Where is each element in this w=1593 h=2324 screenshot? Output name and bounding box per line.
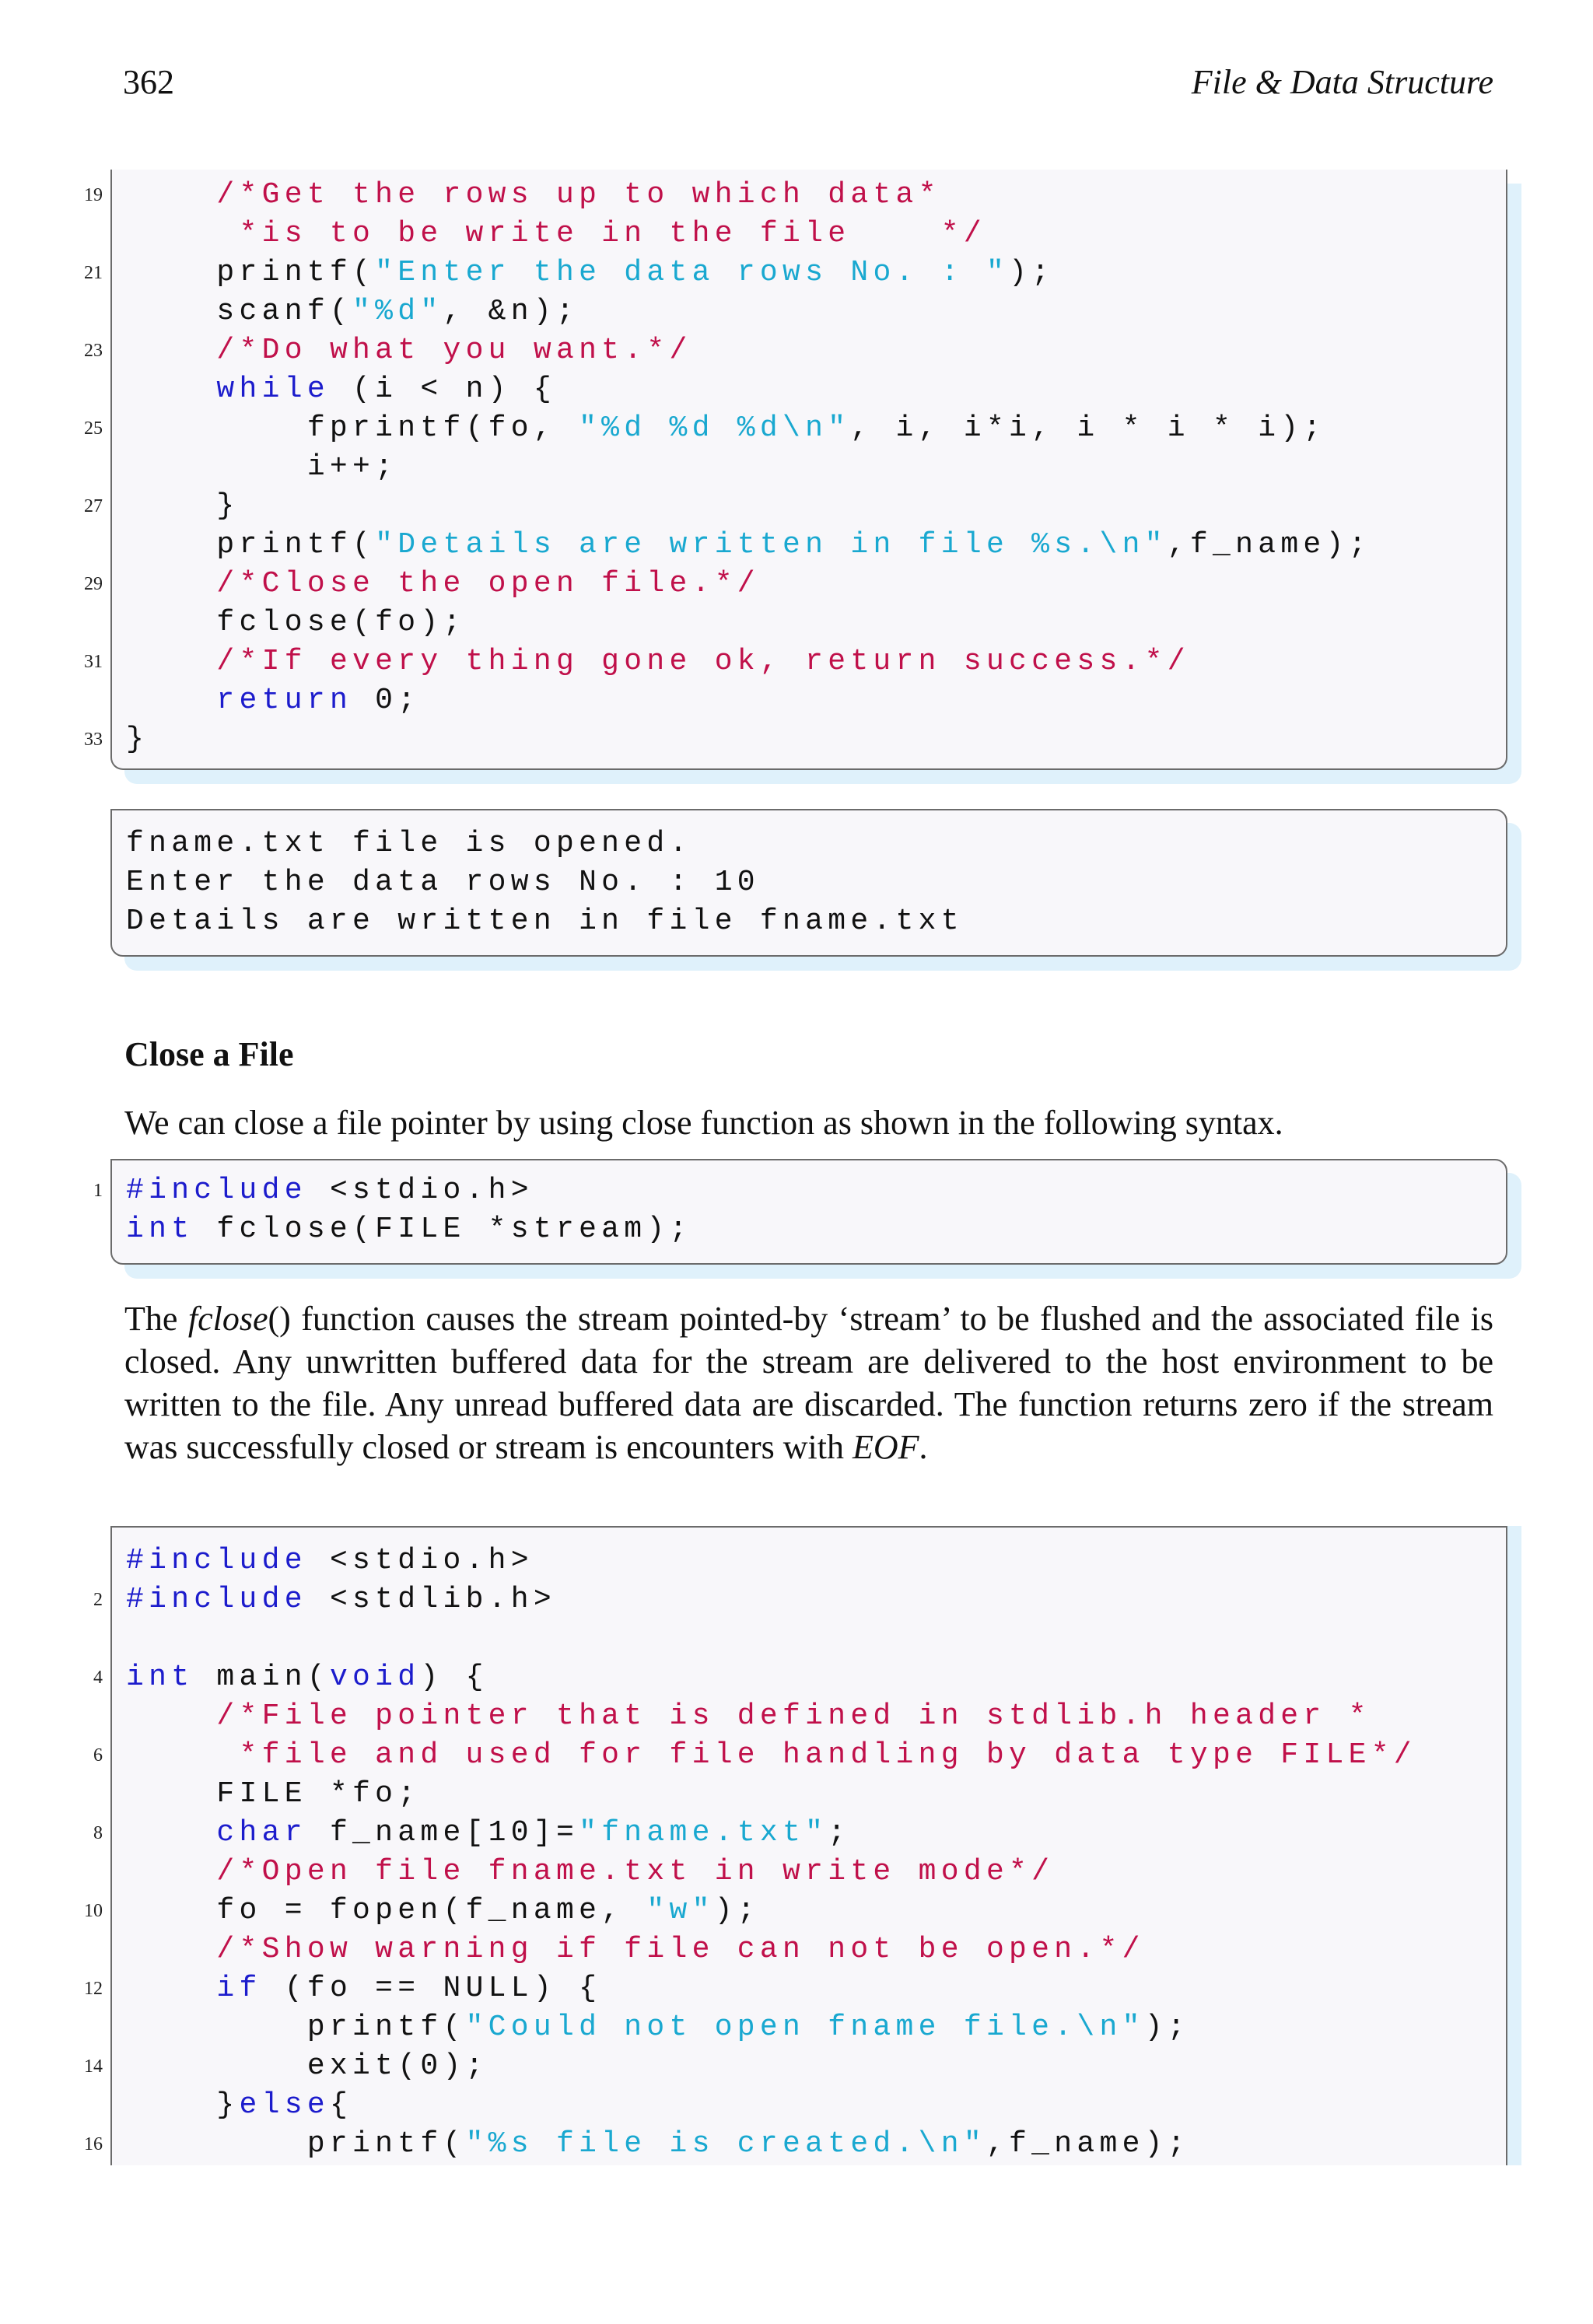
paragraph-part-2: () function causes the stream pointed-by ‘stream’ to be flushed and the associated file is closed. Any unwritten buffered data for the stream are delivered to the host environment to be written to the file. Any unread buffered data are discarded. The function returns zero if the stream was successfully closed or stream is encounters with [124, 1300, 1494, 1466]
line-number: 25 [84, 418, 103, 439]
code-text: int main(void) { [126, 1661, 488, 1694]
section-heading: Close a File [124, 1035, 294, 1073]
code-line [112, 448, 1506, 487]
intro-paragraph: We can close a file pointer by using close function as shown in the following syntax. [124, 1104, 1283, 1142]
code-text: printf("Enter the data rows No. : "); [126, 256, 1055, 289]
code-text: i++; [126, 450, 398, 484]
line-number: 1 [93, 1181, 103, 1201]
code-text: scanf("%d", &n); [126, 295, 579, 328]
line-number: 8 [93, 1823, 103, 1843]
code-text: Enter the data rows No. : 10 [126, 866, 760, 899]
code-line [112, 526, 1506, 565]
code-line [93, 1171, 1506, 1210]
code-text: Details are written in file fname.txt [126, 905, 964, 938]
line-number: 23 [84, 341, 103, 361]
code-text: printf("Could not open fname file.\n"); [126, 2011, 1190, 2044]
line-number: 21 [84, 263, 103, 283]
line-number: 33 [84, 730, 103, 750]
code-text: while (i < n) { [216, 373, 556, 406]
code-text: return 0; [216, 684, 421, 717]
code-text: fo = fopen(f_name, "w"); [126, 1894, 760, 1927]
fclose-term: fclose [187, 1300, 268, 1338]
code-line [84, 487, 1506, 526]
code-line [112, 292, 1506, 331]
code-line [112, 1775, 1506, 1814]
code-text: if (fo == NULL) { [216, 1972, 602, 2005]
code-text: int fclose(FILE *stream); [126, 1213, 692, 1246]
code-text: /*Show warning if file can not be open.*/ [216, 1933, 1145, 1966]
line-number: 2 [93, 1590, 103, 1610]
code-line [84, 409, 1506, 448]
line-number: 4 [93, 1668, 103, 1688]
code-text: printf("Details are written in file %s.\n",f_name); [126, 528, 1371, 562]
code-text: #include <stdio.h> [126, 1174, 534, 1207]
code-text: } [126, 723, 149, 756]
code-text: FILE *fo; [126, 1777, 421, 1811]
code-line [112, 1542, 1506, 1580]
line-number: 31 [84, 652, 103, 672]
code-line [84, 1892, 1506, 1930]
code-line [112, 1930, 1506, 1969]
code-text: } [126, 489, 240, 523]
code-text: exit(0); [126, 2049, 488, 2083]
line-number: 29 [84, 574, 103, 594]
code-line [112, 604, 1506, 642]
code-line [84, 720, 1506, 759]
code-text: /*Open file fname.txt in write mode*/ [216, 1855, 1055, 1888]
code-line [112, 902, 1506, 941]
code-block-while-loop [84, 170, 1507, 770]
line-number: 10 [84, 1901, 103, 1921]
code-text: #include <stdlib.h> [126, 1583, 556, 1616]
code-line [112, 2086, 1506, 2125]
code-line [93, 1736, 1506, 1775]
code-line [112, 1853, 1506, 1892]
code-line [112, 681, 1506, 720]
line-number: 14 [84, 2056, 103, 2077]
code-line [93, 1658, 1506, 1697]
fclose-paragraph [124, 1297, 1493, 1468]
code-text: }else{ [126, 2088, 353, 2122]
line-number: 12 [84, 1979, 103, 1999]
code-line [84, 254, 1506, 292]
code-line [93, 1580, 1506, 1619]
eof-term: EOF [853, 1428, 919, 1466]
code-line [84, 2125, 1506, 2164]
paragraph-part-3: . [919, 1428, 928, 1466]
code-text: /*If every thing gone ok, return success.*/ [216, 645, 1190, 678]
code-text: *is to be write in the file */ [126, 217, 986, 250]
code-block-main [84, 1526, 1507, 2165]
line-number: 27 [84, 496, 103, 516]
line-number: 19 [84, 185, 103, 205]
running-title: File & Data Structure [1191, 63, 1493, 101]
code-block-fclose-syntax [93, 1159, 1507, 1265]
code-text: /*Close the open file.*/ [216, 567, 760, 600]
code-line [84, 642, 1506, 681]
code-line [84, 176, 1506, 215]
code-text: fprintf(fo, "%d %d %d\n", i, i*i, i * i * i); [126, 411, 1326, 445]
line-number: 16 [84, 2134, 103, 2154]
code-line [112, 1697, 1506, 1736]
paragraph-part-1: The [124, 1300, 188, 1338]
code-text: /*Get the rows up to which data* [216, 178, 941, 212]
code-line [112, 863, 1506, 902]
code-line [84, 1969, 1506, 2008]
page-number: 362 [123, 63, 174, 101]
code-line [112, 824, 1506, 863]
line-number: 6 [93, 1745, 103, 1766]
code-text: printf("%s file is created.\n",f_name); [126, 2127, 1190, 2161]
code-text: #include <stdio.h> [126, 1544, 534, 1577]
code-text: /*File pointer that is defined in stdlib.h header * [216, 1699, 1371, 1733]
code-text: fname.txt file is opened. [126, 827, 692, 860]
output-block [110, 809, 1507, 957]
code-text: /*Do what you want.*/ [216, 334, 692, 367]
code-line [112, 2008, 1506, 2047]
code-line [84, 331, 1506, 370]
code-line [84, 2047, 1506, 2086]
code-line [93, 1814, 1506, 1853]
code-text: fclose(fo); [126, 606, 466, 639]
code-line [112, 1619, 1506, 1658]
code-text: *file and used for file handling by data type FILE*/ [126, 1738, 1416, 1772]
page-header [123, 62, 1493, 109]
code-text: char f_name[10]="fname.txt"; [216, 1816, 851, 1850]
code-line [84, 565, 1506, 604]
code-line [112, 215, 1506, 254]
code-line [112, 1210, 1506, 1249]
code-line [112, 370, 1506, 409]
